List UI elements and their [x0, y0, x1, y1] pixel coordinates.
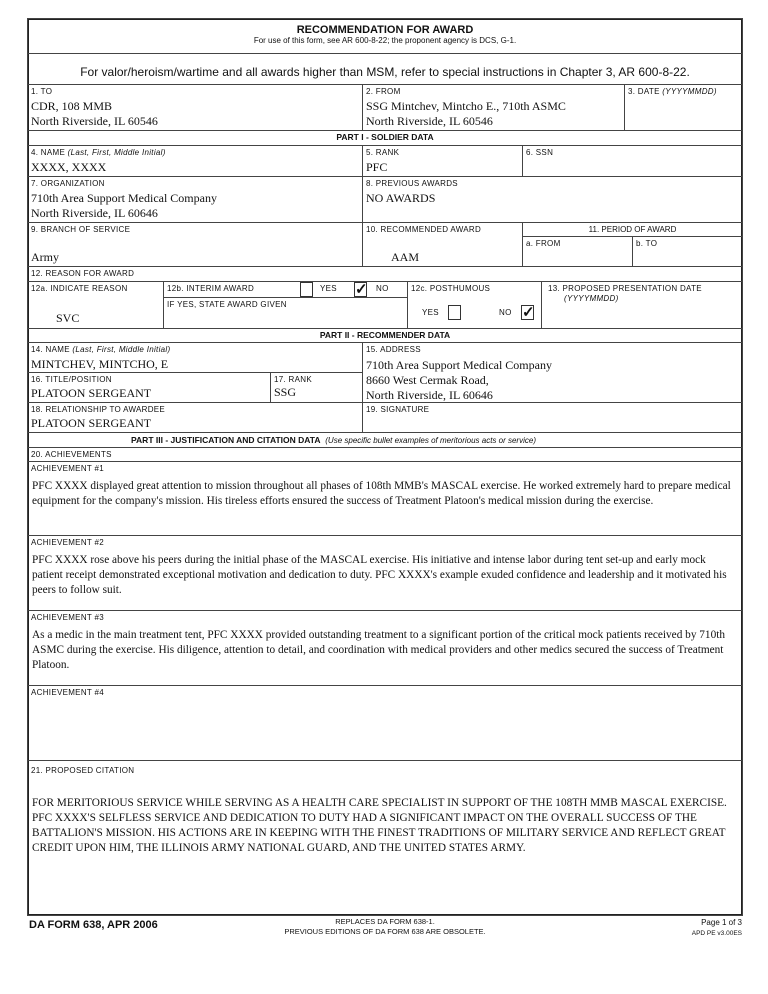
achievement-label: ACHIEVEMENT #1: [31, 464, 104, 473]
field-name[interactable]: [27, 145, 363, 177]
field-title-position[interactable]: [27, 372, 271, 403]
from-label: 2. FROM: [366, 87, 401, 96]
field-to[interactable]: [27, 84, 363, 131]
check-icon: ✓: [522, 304, 535, 321]
interim-yes-label: YES: [320, 284, 337, 293]
name-value: XXXX, XXXX: [31, 160, 107, 174]
replaces-note: REPLACES DA FORM 638-1.: [335, 917, 435, 926]
obsolete-note: PREVIOUS EDITIONS OF DA FORM 638 ARE OBSOLETE.: [284, 927, 486, 936]
part3-hint: (Use specific bullet examples of meritorious acts or service): [325, 436, 536, 445]
branch-label: 9. BRANCH OF SERVICE: [31, 225, 131, 234]
posthumous-label: 12c. POSTHUMOUS: [411, 284, 491, 293]
posthumous-no-label: NO: [499, 308, 512, 317]
part2-header: PART II - RECOMMENDER DATA: [27, 328, 743, 343]
recommended-award-label: 10. RECOMMENDED AWARD: [366, 225, 482, 234]
field-branch[interactable]: [27, 222, 363, 267]
field-interim-award: [163, 281, 408, 298]
from-line1: SSG Mintchev, Mintcho E., 710th ASMC: [366, 99, 566, 113]
interim-no-label: NO: [376, 284, 389, 293]
achievement-label: ACHIEVEMENT #2: [31, 538, 104, 547]
field-recommender-rank[interactable]: [270, 372, 363, 403]
form-number: DA FORM 638, APR 2006: [29, 919, 158, 931]
achievement-2[interactable]: [27, 535, 743, 611]
organization-label: 7. ORGANIZATION: [31, 179, 105, 188]
footer-notes: [230, 917, 540, 937]
field-signature[interactable]: [362, 402, 743, 433]
title-position-label: 16. TITLE/POSITION: [31, 375, 112, 384]
field-period-from[interactable]: [522, 236, 633, 267]
field-proposed-citation[interactable]: [27, 760, 743, 916]
previous-awards-label: 8. PREVIOUS AWARDS: [366, 179, 458, 188]
achievement-4[interactable]: [27, 685, 743, 761]
to-line2: North Riverside, IL 60546: [31, 114, 158, 128]
form-subtitle: For use of this form, see AR 600-8-22; the proponent agency is DCS, G-1.: [253, 36, 517, 45]
recommender-name-label: 14. NAME (Last, First, Middle Initial): [31, 345, 171, 354]
field-previous-awards[interactable]: [362, 176, 743, 223]
field-period-to[interactable]: [632, 236, 743, 267]
achievement-text: PFC XXXX rose above his peers during the initial phase of the MASCAL exercise. His initiative and intense labor during tent set-up and early mock patient receipt demonstrated exceptional motivation and dedication to duty. PFC XXXX's example exuded confidence and leadership and it motivated his peers to follow suit.: [32, 554, 727, 596]
field-rank[interactable]: [362, 145, 523, 177]
rank-label: 5. RANK: [366, 148, 400, 157]
interim-award-label: 12b. INTERIM AWARD: [167, 284, 255, 293]
indicate-reason-label: 12a. INDICATE REASON: [31, 284, 128, 293]
indicate-reason-value: SVC: [56, 311, 80, 325]
relationship-label: 18. RELATIONSHIP TO AWARDEE: [31, 405, 166, 414]
field-organization[interactable]: [27, 176, 363, 223]
achievements-label: 20. ACHIEVEMENTS: [31, 450, 112, 459]
achievements-header: [27, 447, 743, 462]
form-version: APD PE v3.00ES: [691, 930, 742, 937]
ssn-label: 6. SSN: [526, 148, 554, 157]
posthumous-yes-checkbox[interactable]: [448, 305, 461, 320]
page-number: Page 1 of 3: [701, 918, 742, 927]
field-posthumous: [407, 281, 542, 329]
period-from-label: a. FROM: [526, 239, 561, 248]
title-position-value: PLATOON SERGEANT: [31, 386, 152, 400]
achievement-1[interactable]: [27, 461, 743, 536]
field-from[interactable]: [362, 84, 625, 131]
period-to-label: b. TO: [636, 239, 658, 248]
field-address[interactable]: [362, 342, 743, 403]
form-header: [27, 18, 743, 54]
posthumous-yes-label: YES: [422, 308, 439, 317]
achievement-text: As a medic in the main treatment tent, PFC XXXX provided outstanding treatment to a significant portion of the critical mock patients received by 710th ASMC during the exercise. His diligence, attention to detail, and coordination with medical providers and other medics secured the success of Treatment Platoon.: [32, 629, 726, 671]
award-given-label: IF YES, STATE AWARD GIVEN: [167, 300, 287, 309]
date-label: 3. DATE (YYYYMMDD): [628, 87, 717, 96]
form-title: RECOMMENDATION FOR AWARD: [296, 24, 474, 36]
to-label: 1. TO: [31, 87, 53, 96]
rank-value: PFC: [366, 160, 388, 174]
address-line3: North Riverside, IL 60646: [366, 388, 493, 402]
from-line2: North Riverside, IL 60546: [366, 114, 493, 128]
field-presentation-date[interactable]: [541, 281, 743, 329]
presentation-date-hint: (YYYYMMDD): [564, 294, 619, 303]
citation-text: FOR MERITORIOUS SERVICE WHILE SERVING AS A HEALTH CARE SPECIALIST IN SUPPORT OF THE 108TH MMB MASCAL EXERCISE. PFC XXXX'S SELFLESS SERVICE AND DEDICATION TO DUTY HAD A SIGNIFICANT IMPACT ON THE OVERALL SUCCESS OF THE BATTALION'S MISSION. HIS ACTIONS ARE IN KEEPING WITH THE FINEST TRADITIONS OF MILITARY SERVICE AND REFLECT GREAT CREDIT UPON HIM, THE ILLINOIS ARMY NATIONAL GUARD, AND THE UNITED STATES ARMY.: [32, 797, 727, 854]
name-label: 4. NAME (Last, First, Middle Initial): [31, 148, 166, 157]
organization-line2: North Riverside, IL 60646: [31, 206, 158, 220]
achievement-text: PFC XXXX displayed great attention to mission throughout all phases of 108th MMB's MASCAL exercise. He worked extremely hard to prepare medical equipment for the company's mission. His tireless efforts ensured the success of Treatment Platoon's medical mission during the exercise.: [32, 480, 731, 507]
citation-label: 21. PROPOSED CITATION: [31, 766, 135, 775]
field-recommender-name[interactable]: [27, 342, 363, 373]
check-icon: ✓: [355, 281, 368, 298]
address-line2: 8660 West Cermak Road,: [366, 373, 489, 387]
to-line1: CDR, 108 MMB: [31, 99, 113, 113]
period-label: 11. PERIOD OF AWARD: [522, 222, 743, 237]
interim-yes-checkbox[interactable]: [300, 282, 313, 297]
field-recommended-award[interactable]: [362, 222, 523, 267]
branch-value: Army: [31, 250, 59, 264]
page-info: [692, 917, 742, 939]
organization-line1: 710th Area Support Medical Company: [31, 191, 217, 205]
signature-label: 19. SIGNATURE: [366, 405, 430, 414]
part3-header: [27, 432, 743, 448]
achievement-label: ACHIEVEMENT #4: [31, 688, 104, 697]
previous-awards-value: NO AWARDS: [366, 191, 436, 205]
field-indicate-reason[interactable]: [27, 281, 164, 329]
field-award-given[interactable]: [163, 297, 408, 329]
field-date[interactable]: [624, 84, 743, 131]
part1-header: PART I - SOLDIER DATA: [27, 130, 743, 146]
recommender-rank-value: SSG: [274, 385, 297, 399]
valor-notice: For valor/heroism/wartime and all awards higher than MSM, refer to special instructions in Chapter 3, AR 600-8-22.: [27, 53, 743, 85]
posthumous-no-checkbox[interactable]: [521, 305, 534, 320]
recommended-award-value: AAM: [391, 250, 420, 264]
achievement-label: ACHIEVEMENT #3: [31, 613, 104, 622]
reason-label: 12. REASON FOR AWARD: [31, 269, 135, 278]
recommender-name-value: MINTCHEV, MINTCHO, E: [31, 357, 169, 371]
address-label: 15. ADDRESS: [366, 345, 421, 354]
achievement-3[interactable]: [27, 610, 743, 686]
interim-no-checkbox[interactable]: [354, 282, 367, 297]
field-relationship[interactable]: [27, 402, 363, 433]
reason-header: [27, 266, 743, 282]
address-line1: 710th Area Support Medical Company: [366, 358, 552, 372]
recommender-rank-label: 17. RANK: [274, 375, 312, 384]
relationship-value: PLATOON SERGEANT: [31, 416, 152, 430]
part3-title: PART III - JUSTIFICATION AND CITATION DATA: [131, 435, 321, 445]
field-ssn[interactable]: [522, 145, 743, 177]
presentation-date-label: 13. PROPOSED PRESENTATION DATE: [548, 284, 702, 293]
